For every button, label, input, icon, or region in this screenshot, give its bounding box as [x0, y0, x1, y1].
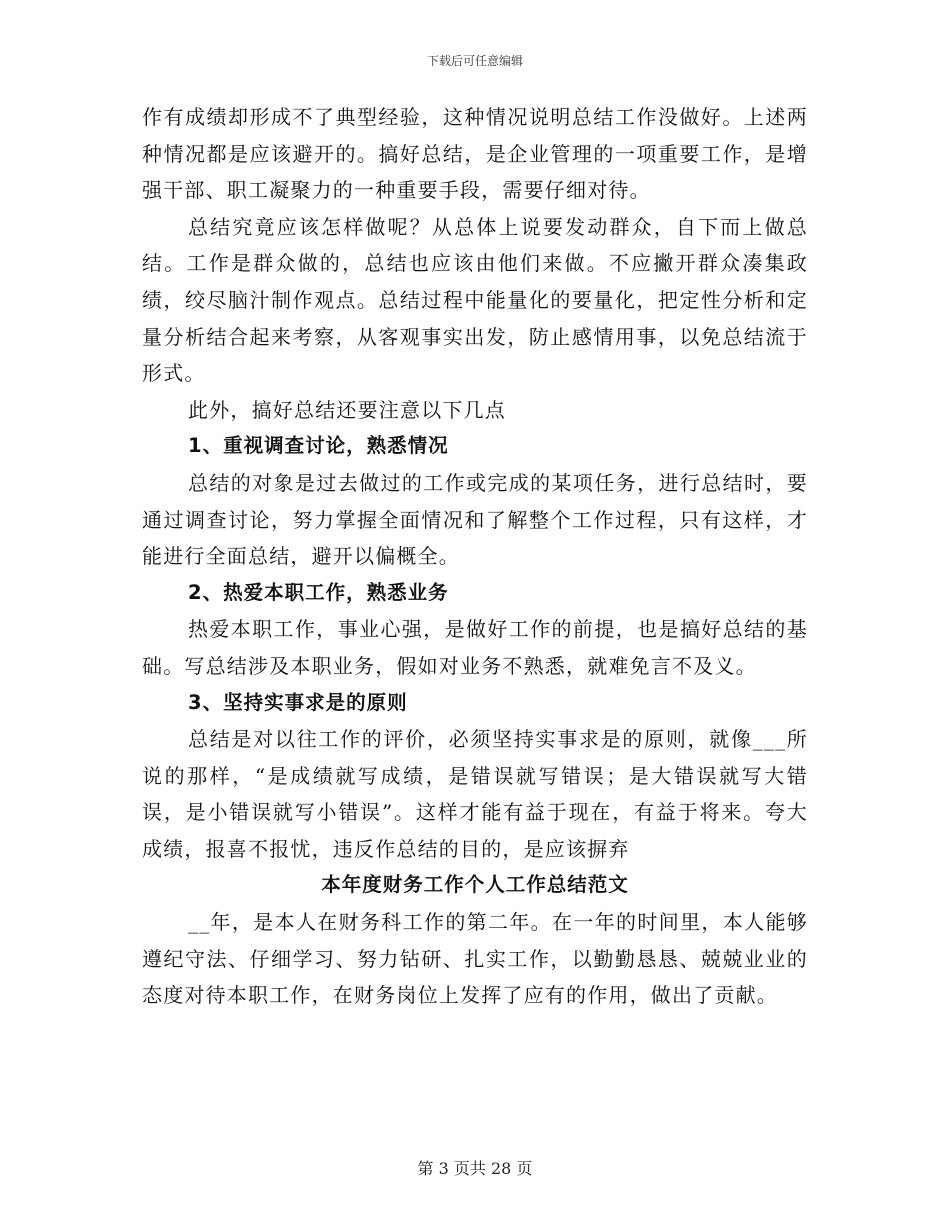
paragraph-finance-intro: __年，是本人在财务科工作的第二年。在一年的时间里，本人能够遵纪守法、仔细学习、努力钻研、扎实工作，以勤勤恳恳、兢兢业业的态度对待本职工作，在财务岗位上发挥了应有的作用，做出了贡献。 — [142, 910, 808, 1008]
paragraph-continuation: 作有成绩却形成不了典型经验，这种情况说明总结工作没做好。上述两种情况都是应该避开的。搞好总结，是企业管理的一项重要工作，是增强干部、职工凝聚力的一种重要手段，需要仔细对待。 — [142, 105, 808, 203]
paragraph-investigation: 总结的对象是过去做过的工作或完成的某项任务，进行总结时，要通过调查讨论，努力掌握全面情况和了解整个工作过程，只有这样，才能进行全面总结，避开以偏概全。 — [142, 470, 808, 569]
paragraph-points-intro: 此外，搞好总结还要注意以下几点 — [188, 397, 506, 422]
document-title: 本年度财务工作个人工作总结范文 — [321, 873, 629, 897]
paragraph-how-to-summarize: 总结究竟应该怎样做呢？从总体上说要发动群众，自下而上做总结。工作是群众做的，总结也应该由他们来做。不应撇开群众凑集政绩，绞尽脑汁制作观点。总结过程中能量化的要量化，把定性分析和定量分析结合起来考察，从客观事实出发，防止感情用事，以免总结流于形式。 — [142, 214, 808, 386]
section-heading-2: 2、热爱本职工作，熟悉业务 — [188, 580, 449, 604]
paragraph-love-work: 热爱本职工作，事业心强，是做好工作的前提，也是搞好总结的基础。写总结涉及本职业务，假如对业务不熟悉，就难免言不及义。 — [142, 617, 808, 678]
document-body — [142, 99, 808, 1014]
section-heading-3: 3、坚持实事求是的原则 — [188, 690, 408, 714]
section-heading-1: 1、重视调查讨论，熟悉情况 — [188, 434, 449, 458]
paragraph-seek-truth: 总结是对以往工作的评价，必须坚持实事求是的原则，就像___所说的那样，“是成绩就写成绩，是错误就写错误；是大错误就写大错误，是小错误就写小错误”。这样才能有益于现在，有益于将来。夸大成绩，报喜不报忧，违反作总结的目的，是应该摒弃 — [142, 727, 808, 861]
page-header: 下载后可任意编辑 — [426, 54, 523, 68]
page-footer: 第 3 页共 28 页 — [417, 1159, 533, 1178]
